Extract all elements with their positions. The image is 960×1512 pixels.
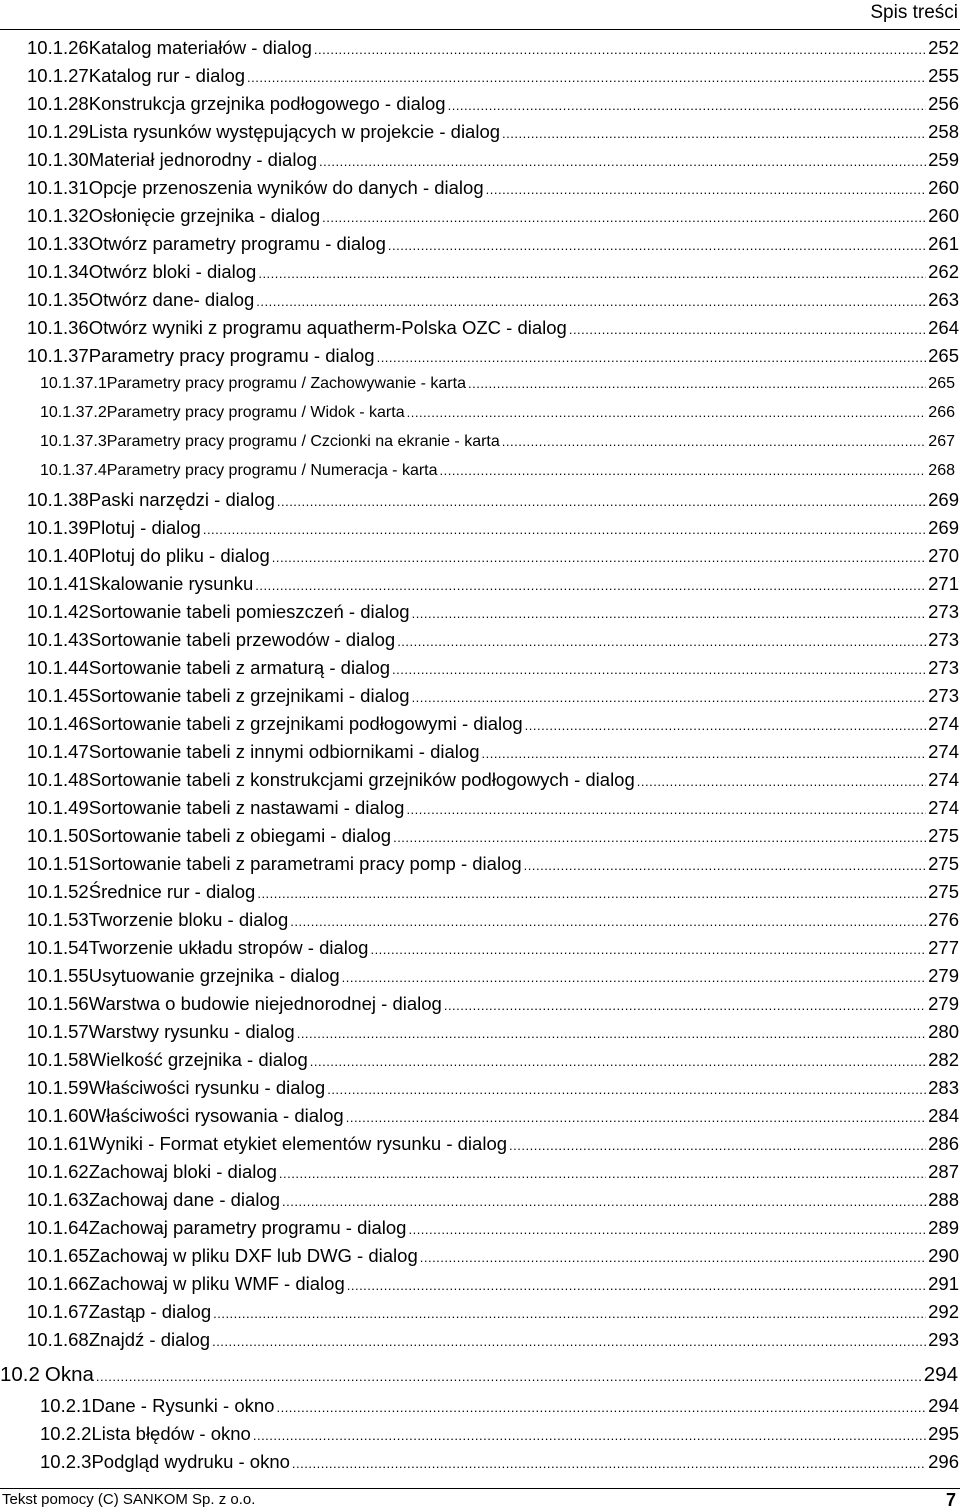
toc-entry-number: 10.1.61 [27,1133,89,1154]
toc-entry[interactable] [27,489,959,515]
toc-entry[interactable] [40,433,955,457]
toc-entry-page[interactable]: 255 [928,65,959,86]
toc-leader-dots [255,578,926,593]
toc-entry[interactable] [27,853,959,879]
toc-entry[interactable] [27,1133,959,1159]
toc-entry-title[interactable]: Otwórz parametry programu - dialog [88,233,386,254]
toc-entry[interactable] [27,205,959,231]
toc-entry-page[interactable]: 274 [928,769,959,790]
toc-leader-dots [272,550,926,565]
toc-leader-dots [420,1250,926,1265]
toc-leader-dots [257,886,926,901]
toc-leader-dots [327,1082,926,1097]
toc-leader-dots [388,238,926,253]
toc-entry-page[interactable]: 275 [928,853,959,874]
toc-entry-number: 10.1.38 [27,489,89,510]
toc-entry-number: 10.2.1 [40,1395,92,1416]
toc-entry-number: 10.1.37.4 [40,462,107,479]
toc-entry-page[interactable]: 265 [928,345,959,366]
toc-entry-page[interactable]: 259 [928,149,959,170]
toc-entry-number: 10.2.3 [40,1451,92,1472]
toc-leader-dots [397,634,926,649]
toc-entry-title[interactable]: Tworzenie bloku - dialog [88,909,289,930]
toc-entry-title[interactable]: Zastąp - dialog [88,1301,212,1322]
toc-entry[interactable] [27,1329,959,1355]
toc-entry-title[interactable]: Katalog rur - dialog [88,65,246,86]
toc-leader-dots [203,522,926,537]
toc-leader-dots [408,1222,926,1237]
toc-entry-title[interactable]: Plotuj do pliku - dialog [88,545,270,566]
toc-entry-page[interactable]: 263 [928,289,959,310]
toc-entry-number: 10.1.41 [27,573,89,594]
toc-leader-dots [258,266,926,281]
toc-entry-page[interactable]: 293 [928,1329,959,1350]
toc-entry[interactable] [27,1273,959,1299]
toc-entry-page[interactable]: 279 [928,993,959,1014]
toc-entry-page[interactable]: 280 [928,1021,959,1042]
toc-entry-title[interactable]: Sortowanie tabeli z innymi odbiornikami - dialog [88,741,480,762]
toc-entry-title[interactable]: Sortowanie tabeli z nastawami - dialog [88,797,405,818]
toc-leader-dots [444,998,926,1013]
toc-leader-dots [277,494,926,509]
toc-entry-title[interactable]: Konstrukcja grzejnika podłogowego - dialog [88,93,446,114]
toc-entry[interactable] [27,657,959,683]
toc-entry[interactable] [27,629,959,655]
toc-entry[interactable] [27,289,959,315]
toc-entry-title[interactable]: Warstwy rysunku - dialog [88,1021,295,1042]
toc-entry-title[interactable]: Zachowaj w pliku WMF - dialog [88,1273,345,1294]
toc-entry-number: 10.1.34 [27,261,89,282]
toc-entry[interactable] [27,517,959,543]
toc-entry-page[interactable]: 292 [928,1301,959,1322]
toc-entry-title[interactable]: Parametry pracy programu / Czcionki na ekranie - karta [106,433,500,450]
toc-entry-page[interactable]: 269 [928,489,959,510]
toc-entry-title[interactable]: Sortowanie tabeli z obiegami - dialog [88,825,392,846]
toc-entry[interactable] [27,573,959,599]
toc-entry-page[interactable]: 273 [928,629,959,650]
toc-entry-title[interactable]: Osłonięcie grzejnika - dialog [88,205,321,226]
header-divider [0,29,960,30]
toc-entry-number: 10.1.32 [27,205,89,226]
toc-entry-title[interactable]: Sortowanie tabeli przewodów - dialog [88,629,396,650]
toc-entry[interactable] [40,404,955,428]
toc-entry-page[interactable]: 273 [928,685,959,706]
toc-leader-dots [569,322,926,337]
toc-entry-title[interactable]: Sortowanie tabeli z grzejnikami podłogowymi - dialog [88,713,523,734]
toc-entry-number: 10.1.63 [27,1189,89,1210]
toc-leader-dots [342,970,926,985]
toc-entry-page[interactable]: 279 [928,965,959,986]
toc-entry[interactable] [27,121,959,147]
toc-entry[interactable] [27,1105,959,1131]
toc-entry-page[interactable]: 274 [928,713,959,734]
toc-entry[interactable] [27,1217,959,1243]
toc-entry-number: 10.1.48 [27,769,89,790]
toc-entry-title[interactable]: Okna [44,1363,94,1386]
toc-entry[interactable] [27,797,959,823]
toc-entry-number: 10.1.30 [27,149,89,170]
toc-entry[interactable] [27,1049,959,1075]
toc-leader-dots [253,1428,926,1443]
toc-leader-dots [525,718,926,733]
toc-entry-number: 10.1.64 [27,1217,89,1238]
toc-entry-number: 10.1.40 [27,545,89,566]
toc-entry-title[interactable]: Otwórz dane- dialog [88,289,255,310]
toc-entry-page[interactable]: 277 [928,937,959,958]
toc-entry[interactable] [27,1301,959,1327]
toc-leader-dots [468,376,926,391]
toc-entry[interactable] [40,1423,959,1449]
toc-leader-dots [297,1026,926,1041]
toc-entry-title[interactable]: Sortowanie tabeli z konstrukcjami grzejników podłogowych - dialog [88,769,635,790]
toc-entry-number: 10.1.39 [27,517,89,538]
toc-entry[interactable] [27,601,959,627]
toc-entry-page[interactable]: 260 [928,177,959,198]
toc-entry[interactable] [27,149,959,175]
toc-entry-page[interactable]: 284 [928,1105,959,1126]
toc-entry-number: 10.1.57 [27,1021,89,1042]
toc-leader-dots [448,98,927,113]
toc-entry[interactable] [27,261,959,287]
toc-entry-title[interactable]: Znajdź - dialog [88,1329,211,1350]
toc-entry[interactable] [40,462,955,486]
toc-entry[interactable] [27,1021,959,1047]
toc-leader-dots [486,182,927,197]
toc-entry-title[interactable]: Właściwości rysowania - dialog [88,1105,344,1126]
toc-entry-number: 10.1.66 [27,1273,89,1294]
toc-entry-number: 10.1.51 [27,853,89,874]
toc-entry-page[interactable]: 260 [928,205,959,226]
toc-entry-number: 10.1.67 [27,1301,89,1322]
toc-entry-page[interactable]: 267 [928,433,955,450]
toc-entry-page[interactable]: 287 [928,1161,959,1182]
toc-entry-number: 10.1.45 [27,685,89,706]
toc-entry[interactable] [27,1245,959,1271]
toc-leader-dots [502,126,926,141]
toc-entry-page[interactable]: 296 [928,1451,959,1472]
toc-entry-title[interactable]: Sortowanie tabeli z grzejnikami - dialog [88,685,410,706]
toc-entry-number: 10.1.62 [27,1161,89,1182]
toc-entry-number: 10.1.47 [27,741,89,762]
toc-entry-title[interactable]: Zachowaj dane - dialog [88,1189,281,1210]
toc-entry-number: 10.1.50 [27,825,89,846]
toc-entry-title[interactable]: Katalog materiałów - dialog [88,37,312,58]
toc-entry-title[interactable]: Wielkość grzejnika - dialog [88,1049,308,1070]
toc-leader-dots [212,1334,926,1349]
toc-entry-title[interactable]: Sortowanie tabeli z armaturą - dialog [88,657,391,678]
toc-leader-dots [377,350,927,365]
toc-leader-dots [96,1369,922,1384]
toc-entry-title[interactable]: Parametry pracy programu / Numeracja - karta [106,462,438,479]
toc-entry-number: 10.1.29 [27,121,89,142]
toc-entry-title[interactable]: Lista rysunków występujących w projekcie - dialog [88,121,501,142]
toc-entry-number: 10.1.44 [27,657,89,678]
toc-entry[interactable] [27,685,959,711]
toc-entry-page[interactable]: 274 [928,797,959,818]
toc-entry-page[interactable]: 262 [928,261,959,282]
toc-entry-page[interactable]: 273 [928,601,959,622]
toc-leader-dots [412,606,927,621]
toc-entry-title[interactable]: Parametry pracy programu / Zachowywanie - karta [106,375,466,392]
toc-entry-page[interactable]: 258 [928,121,959,142]
toc-entry-number: 10.1.53 [27,909,89,930]
toc-leader-dots [440,463,927,478]
toc-leader-dots [213,1306,926,1321]
toc-leader-dots [256,294,926,309]
toc-entry[interactable] [27,1161,959,1187]
toc-entry-page[interactable]: 252 [928,37,959,58]
toc-entry-title[interactable]: Usytuowanie grzejnika - dialog [88,965,340,986]
toc-entry-number: 10.1.65 [27,1245,89,1266]
toc-entry-number: 10.1.59 [27,1077,89,1098]
toc-entry[interactable] [27,1189,959,1215]
toc-entry[interactable] [40,1395,959,1421]
toc-entry-number: 10.1.52 [27,881,89,902]
toc-leader-dots [319,154,926,169]
toc-entry-page[interactable]: 265 [928,375,955,392]
page-number: 7 [945,1490,956,1510]
toc-leader-dots [322,210,926,225]
toc-entry-title[interactable]: Zachowaj parametry programu - dialog [88,1217,407,1238]
toc-leader-dots [481,746,926,761]
toc-entry-number: 10.1.37.2 [40,404,107,421]
toc-entry-title[interactable]: Lista błędów - okno [91,1423,251,1444]
footer-copyright: Tekst pomocy (C) SANKOM Sp. z o.o. [2,1491,256,1508]
toc-entry-page[interactable]: 274 [928,741,959,762]
toc-entry-number: 10.1.58 [27,1049,89,1070]
toc-entry-number: 10.1.28 [27,93,89,114]
toc-entry-title[interactable]: Opcje przenoszenia wyników do danych - dialog [88,177,484,198]
toc-entry-page[interactable]: 270 [928,545,959,566]
toc-leader-dots [279,1166,926,1181]
toc-entry-page[interactable]: 283 [928,1077,959,1098]
toc-leader-dots [509,1138,926,1153]
toc-entry-page[interactable]: 288 [928,1189,959,1210]
toc-entry-number: 10.1.35 [27,289,89,310]
toc-entry-title[interactable]: Warstwa o budowie niejednorodnej - dialog [88,993,442,1014]
toc-leader-dots [392,662,926,677]
toc-entry-number: 10.1.27 [27,65,89,86]
toc-entry-number: 10.1.37.1 [40,375,107,392]
toc-entry[interactable] [27,177,959,203]
toc-entry-page[interactable]: 266 [928,404,955,421]
toc-entry[interactable] [27,881,959,907]
toc-entry-page[interactable]: 282 [928,1049,959,1070]
toc-leader-dots [292,1456,926,1471]
toc-entry-page[interactable]: 290 [928,1245,959,1266]
toc-leader-dots [406,802,926,817]
toc-leader-dots [276,1400,926,1415]
toc-entry[interactable] [27,37,959,63]
toc-entry-title[interactable]: Parametry pracy programu - dialog [88,345,375,366]
toc-leader-dots [393,830,926,845]
toc-entry[interactable] [27,965,959,991]
toc-leader-dots [502,434,927,449]
toc-entry[interactable] [27,993,959,1019]
toc-entry-page[interactable]: 294 [928,1395,959,1416]
toc-entry[interactable] [27,65,959,91]
toc-entry-title[interactable]: Plotuj - dialog [88,517,201,538]
toc-entry-title[interactable]: Zachowaj w pliku DXF lub DWG - dialog [88,1245,418,1266]
toc-entry-page[interactable]: 289 [928,1217,959,1238]
toc-entry-title[interactable]: Zachowaj bloki - dialog [88,1161,277,1182]
toc-entry-title[interactable]: Dane - Rysunki - okno [91,1395,275,1416]
toc-entry-title[interactable]: Materiał jednorodny - dialog [88,149,318,170]
toc-entry-title[interactable]: Właściwości rysunku - dialog [88,1077,326,1098]
toc-entry-title[interactable]: Sortowanie tabeli pomieszczeń - dialog [88,601,410,622]
toc-entry[interactable] [27,233,959,259]
toc-entry-page[interactable]: 291 [928,1273,959,1294]
toc-entry-number: 10.1.36 [27,317,89,338]
toc-entry-title[interactable]: Paski narzędzi - dialog [88,489,275,510]
toc-entry[interactable] [27,345,959,371]
toc-leader-dots [310,1054,926,1069]
toc-entry-page[interactable]: 256 [928,93,959,114]
toc-entry-number: 10.1.55 [27,965,89,986]
toc-entry-number: 10.1.56 [27,993,89,1014]
toc-entry-number: 10.1.60 [27,1105,89,1126]
toc-leader-dots [282,1194,926,1209]
toc-entry[interactable] [27,741,959,767]
toc-entry-page[interactable]: 286 [928,1133,959,1154]
toc-entry[interactable] [27,769,959,795]
toc-leader-dots [247,70,926,85]
toc-entry[interactable] [27,317,959,343]
running-header-title: Spis treści [870,2,958,23]
toc-entry[interactable] [27,937,959,963]
toc-entry-page[interactable]: 276 [928,909,959,930]
toc-leader-dots [637,774,926,789]
toc-entry-title[interactable]: Parametry pracy programu / Widok - karta [106,404,405,421]
toc-entry-title[interactable]: Skalowanie rysunku [88,573,254,594]
toc-entry-page[interactable]: 295 [928,1423,959,1444]
toc-entry-number: 10.1.46 [27,713,89,734]
footer-divider [0,1488,960,1489]
toc-entry[interactable] [0,1363,958,1391]
toc-entry-title[interactable]: Podgląd wydruku - okno [91,1451,290,1472]
toc-entry-title[interactable]: Wyniki - Format etykiet elementów rysunku - dialog [88,1133,508,1154]
toc-entry[interactable] [27,825,959,851]
toc-entry-page[interactable]: 275 [928,881,959,902]
toc-entry[interactable] [27,1077,959,1103]
toc-entry[interactable] [40,375,955,399]
toc-entry-number: 10.1.54 [27,937,89,958]
toc-entry-number: 10.1.42 [27,601,89,622]
toc-entry[interactable] [27,909,959,935]
toc-entry-page[interactable]: 261 [928,233,959,254]
toc-leader-dots [412,690,927,705]
toc-entry-page[interactable]: 273 [928,657,959,678]
toc-entry-number: 10.2 [0,1363,40,1386]
toc-leader-dots [346,1110,926,1125]
toc-entry-number: 10.1.43 [27,629,89,650]
toc-entry-number: 10.1.33 [27,233,89,254]
toc-leader-dots [407,405,927,420]
toc-entry-page[interactable]: 275 [928,825,959,846]
toc-entry-page[interactable]: 269 [928,517,959,538]
toc-entry-number: 10.1.31 [27,177,89,198]
toc-entry-title[interactable]: Otwórz wyniki z programu aquatherm-Polska OZC - dialog [88,317,567,338]
toc-entry-number: 10.2.2 [40,1423,92,1444]
toc-entry-title[interactable]: Tworzenie układu stropów - dialog [88,937,369,958]
toc-entry[interactable] [40,1451,959,1477]
toc-entry[interactable] [27,545,959,571]
toc-entry-page[interactable]: 268 [928,462,955,479]
toc-entry-page[interactable]: 294 [923,1363,958,1386]
toc-entry-page[interactable]: 271 [928,573,959,594]
toc-leader-dots [524,858,926,873]
toc-entry-number: 10.1.26 [27,37,89,58]
toc-entry-title[interactable]: Otwórz bloki - dialog [88,261,257,282]
toc-entry[interactable] [27,93,959,119]
toc-leader-dots [290,914,926,929]
toc-entry[interactable] [27,713,959,739]
toc-leader-dots [314,42,926,57]
toc-entry-title[interactable]: Sortowanie tabeli z parametrami pracy pomp - dialog [88,853,522,874]
toc-entry-number: 10.1.68 [27,1329,89,1350]
toc-entry-page[interactable]: 264 [928,317,959,338]
toc-entry-number: 10.1.37.3 [40,433,107,450]
toc-leader-dots [347,1278,926,1293]
toc-leader-dots [370,942,926,957]
toc-entry-number: 10.1.49 [27,797,89,818]
toc-entry-title[interactable]: Średnice rur - dialog [88,881,256,902]
toc-entry-number: 10.1.37 [27,345,89,366]
